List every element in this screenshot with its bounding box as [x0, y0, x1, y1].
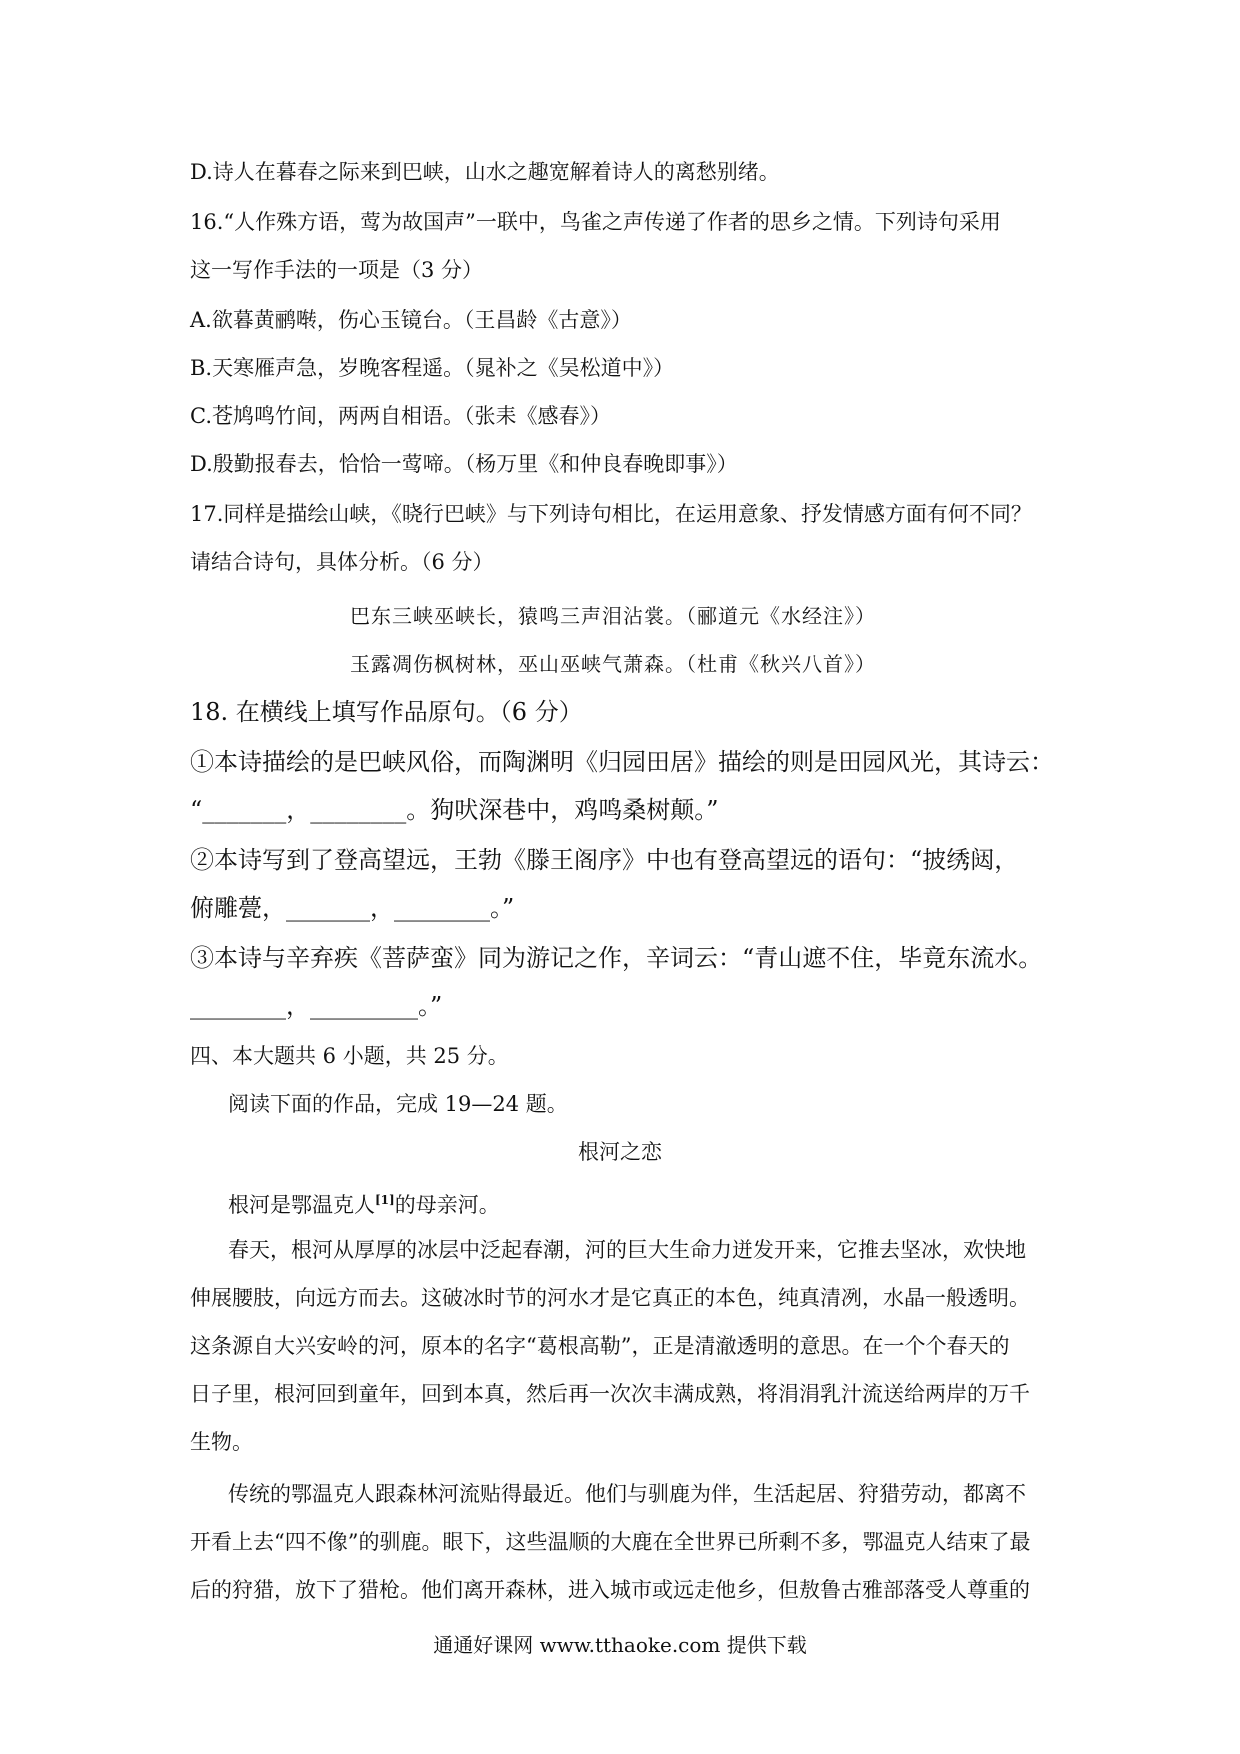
q16-option-c: C.苍鸠鸣竹间，两两自相语。（张耒《感春》） — [190, 404, 611, 428]
q15-option-d: D.诗人在暮春之际来到巴峡，山水之趣宽解着诗人的离愁别绪。 — [190, 160, 780, 184]
paragraph-2-line3: 这条源自大兴安岭的河，原本的名字“葛根高勒”，正是清澈透明的意思。在一个个春天的 — [190, 1334, 1010, 1358]
q18-item2-line1: ②本诗写到了登高望远，王勃《滕王阁序》中也有登高望远的语句：“披绣闼， — [190, 846, 1019, 874]
q17-poem-line2: 玉露凋伤枫树林，巫山巫峡气萧森。（杜甫《秋兴八首》） — [350, 652, 876, 676]
article-title: 根河之恋 — [578, 1140, 662, 1164]
paragraph-3-line2: 开看上去“四不像”的驯鹿。眼下，这些温顺的大鹿在全世界已所剩不多，鄂温克人结束了最 — [190, 1530, 1031, 1554]
q17-poem-line1: 巴东三峡巫峡长，猿鸣三声泪沾裳。（郦道元《水经注》） — [350, 604, 876, 628]
q18-item3-line2: ________，_________。” — [190, 992, 443, 1020]
paragraph-2-line1: 春天，根河从厚厚的冰层中泛起春潮，河的巨大生命力迸发开来，它推去坚冰，欢快地 — [228, 1238, 1026, 1262]
paragraph-1 — [228, 1184, 1060, 1221]
footnote-ref: [1] — [375, 1193, 395, 1207]
paragraph-2-line5: 生物。 — [190, 1430, 253, 1454]
section4-heading: 四、本大题共 6 小题，共 25 分。 — [190, 1044, 509, 1068]
paragraph-2-line2: 伸展腰肢，向远方而去。这破冰时节的河水才是它真正的本色，纯真清冽，水晶一般透明。 — [190, 1286, 1030, 1310]
q16-option-a: A.欲暮黄鹂啭，伤心玉镜台。（王昌龄《古意》） — [190, 308, 632, 332]
paragraph-3-line1: 传统的鄂温克人跟森林河流贴得最近。他们与驯鹿为伴，生活起居、狩猎劳动，都离不 — [228, 1482, 1026, 1506]
q18-stem: 18. 在横线上填写作品原句。（6 分） — [190, 698, 583, 726]
q16-stem-line1: 16.“人作殊方语，莺为故国声”一联中，鸟雀之声传递了作者的思乡之情。下列诗句采用 — [190, 210, 1001, 234]
section4-instruction: 阅读下面的作品，完成 19—24 题。 — [228, 1092, 568, 1116]
q18-item1-line1: ①本诗描绘的是巴峡风俗，而陶渊明《归园田居》描绘的则是田园风光，其诗云： — [190, 748, 1054, 776]
p1-text-after: 的母亲河。 — [394, 1193, 500, 1217]
q16-option-b: B.天寒雁声急，岁晚客程遥。（晁补之《吴松道中》） — [190, 356, 675, 380]
q17-stem-line2: 请结合诗句，具体分析。（6 分） — [190, 550, 494, 574]
q16-option-d: D.殷勤报春去，恰恰一莺啼。（杨万里《和仲良春晚即事》） — [190, 452, 738, 476]
footer-source: 通通好课网 www.tthaoke.com 提供下载 — [433, 1633, 807, 1657]
paragraph-3-line3: 后的狩猎，放下了猎枪。他们离开森林，进入城市或远走他乡，但敖鲁古雅部落受人尊重的 — [190, 1578, 1030, 1602]
q16-stem-line2: 这一写作手法的一项是（3 分） — [190, 258, 484, 282]
paragraph-2-line4: 日子里，根河回到童年，回到本真，然后再一次次丰满成熟，将涓涓乳汁流送给两岸的万千 — [190, 1382, 1030, 1406]
q18-item1-line2: “_______，________。狗吠深巷中，鸡鸣桑树颠。” — [190, 796, 719, 824]
q17-stem-line1: 17.同样是描绘山峡，《晓行巴峡》与下列诗句相比，在运用意象、抒发情感方面有何不同？ — [190, 502, 1032, 526]
q18-item3-line1: ③本诗与辛弃疾《菩萨蛮》同为游记之作，辛词云：“青山遮不住，毕竟东流水。 — [190, 944, 1043, 972]
p1-text-before: 根河是鄂温克人 — [228, 1193, 375, 1217]
q18-item2-line2: 俯雕甍，_______，________。” — [190, 894, 515, 922]
